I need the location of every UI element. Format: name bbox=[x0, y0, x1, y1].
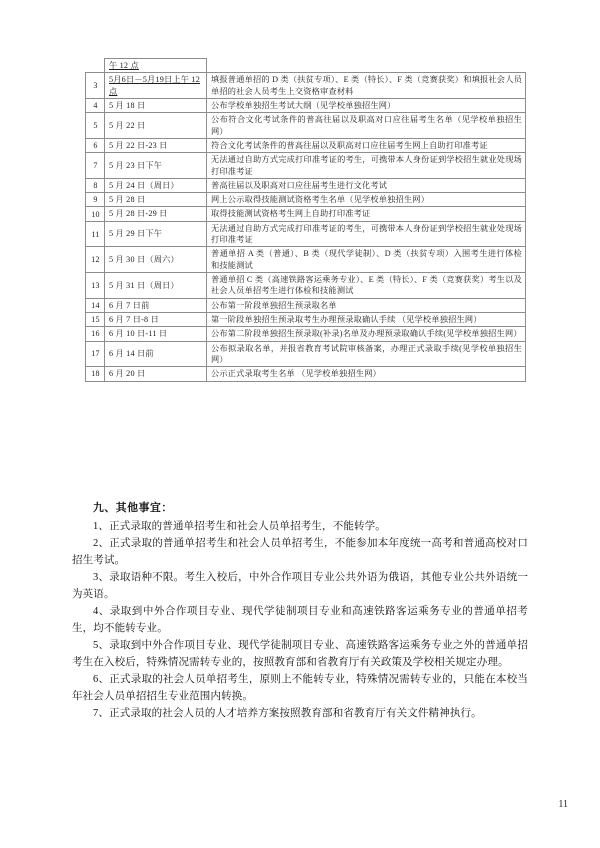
row-date-cell bbox=[105, 73, 207, 99]
table-row bbox=[86, 73, 526, 99]
row-date-cell: 5 月 24 日（周日） bbox=[105, 178, 207, 192]
row-date-cell: 5 月 22 日 bbox=[105, 113, 207, 139]
section-paragraph: 1、正式录取的普通单招考生和社会人员单招考生，不能转学。 bbox=[93, 521, 386, 533]
schedule-table-body bbox=[86, 59, 526, 382]
row-number-cell: 4 bbox=[86, 98, 105, 112]
row-date-cell: 6 月 14 日前 bbox=[105, 341, 207, 367]
other-matters-section bbox=[72, 500, 528, 722]
row-event-cell: 普通单招 C 类（高速铁路客运乘务专业）、E 类（特长）、F 类（竞赛获奖）考生以及社会人员单招考生进行体检和技能测试 bbox=[207, 273, 526, 299]
table-row bbox=[86, 178, 526, 192]
row-number-cell: 10 bbox=[86, 207, 105, 221]
row-event-cell: 公布学校单独招生考试大纲（见学校单独招生网） bbox=[207, 98, 526, 112]
row-number-cell: 6 bbox=[86, 138, 105, 152]
row-event-cell: 普高往届以及职高对口应往届考生进行文化考试 bbox=[207, 178, 526, 192]
table-row bbox=[86, 273, 526, 299]
row-event-cell: 公布符合文化考试条件的普高往届以及职高对口应往届考生名单（见学校单独招生网） bbox=[207, 113, 526, 139]
row-number-cell: 17 bbox=[86, 341, 105, 367]
row-date-cell: 5 月 29 日下午 bbox=[105, 221, 207, 247]
row-date-cell: 6 月 7 日-8 日 bbox=[105, 312, 207, 326]
row-event-cell: 无法通过自助方式完成打印准考证的考生，可携带本人身份证到学校招生就业处现场打印准考证 bbox=[207, 153, 526, 179]
row-number-cell: 7 bbox=[86, 153, 105, 179]
row-event-cell: 公示正式录取考生名单 （见学校单独招生网） bbox=[207, 367, 526, 381]
row-number-cell: 15 bbox=[86, 312, 105, 326]
table-row bbox=[86, 113, 526, 139]
row-date-text: 午 12 点 bbox=[109, 61, 139, 70]
table-row bbox=[86, 298, 526, 312]
row-date-cell: 5 月 22 日-23 日 bbox=[105, 138, 207, 152]
section-paragraph: 4、录取到中外合作项目专业、现代学徒制项目专业和高速铁路客运乘务专业的普通单招考生，均不能转专业。 bbox=[72, 606, 528, 635]
section-paragraph: 6、正式录取的社会人员单招考生，原则上不能转专业，特殊情况需转专业的，只能在本校当年社会人员单招招生专业范围内转换。 bbox=[72, 674, 528, 703]
row-date-cell: 6 月 20 日 bbox=[105, 367, 207, 381]
row-date-cell: 5 月 31 日（周日） bbox=[105, 273, 207, 299]
table-row bbox=[86, 193, 526, 207]
table-row bbox=[86, 153, 526, 179]
row-date-cell: 5 月 28 日-29 日 bbox=[105, 207, 207, 221]
table-row bbox=[86, 341, 526, 367]
row-number-cell: 8 bbox=[86, 178, 105, 192]
row-event-cell: 公布第二阶段单独招生预录取(补录)名单及办理预录取确认手续(见学校单独招生网） bbox=[207, 327, 526, 341]
row-date-cell: 6 月 7 日前 bbox=[105, 298, 207, 312]
table-row bbox=[86, 207, 526, 221]
section-paragraph: 3、录取语种不限。考生入校后，中外合作项目专业公共外语为俄语，其他专业公共外语统一为英语。 bbox=[72, 572, 528, 601]
row-event-cell: 符合文化考试条件的普高往届以及职高对口应往届考生网上自助打印准考证 bbox=[207, 138, 526, 152]
row-number-cell: 16 bbox=[86, 327, 105, 341]
schedule-table bbox=[85, 58, 526, 382]
row-event-cell: 填报普通单招的 D 类（扶贫专项）、E 类（特长）、F 类（竞赛获奖）和填报社会人员单招的社会人员考生上交资格审查材料 bbox=[207, 73, 526, 99]
row-event-cell: 公布拟录取名单，并报省教育考试院审核备案，办理正式录取手续(见学校单独招生网） bbox=[207, 341, 526, 367]
row-number-cell: 18 bbox=[86, 367, 105, 381]
schedule-table-container bbox=[85, 58, 525, 382]
section-heading: 九、其他事宜： bbox=[93, 502, 173, 514]
section-paragraph: 5、录取到中外合作项目专业、现代学徒制项目专业、高速铁路客运乘务专业之外的普通单招考生在入校后，特殊情况需转专业的，按照教育部和省教育厅有关政策及学校相关规定办理。 bbox=[72, 640, 528, 669]
table-row bbox=[86, 138, 526, 152]
section-paragraph: 2、正式录取的普通单招考生和社会人员单招考生，不能参加本年度统一高考和普通高校对口招生考试。 bbox=[72, 538, 528, 567]
row-date-cell: 5 月 18 日 bbox=[105, 98, 207, 112]
row-date-cell: 6 月 10 日-11 日 bbox=[105, 327, 207, 341]
table-row bbox=[86, 59, 526, 73]
section-paragraph: 7、正式录取的社会人员的人才培养方案按照教育部和省教育厅有关文件精神执行。 bbox=[93, 708, 482, 720]
row-date-cell: 5 月 28 日 bbox=[105, 193, 207, 207]
row-number-cell bbox=[86, 59, 105, 73]
page-number: 11 bbox=[558, 799, 568, 810]
table-row bbox=[86, 247, 526, 273]
row-date-text: 5月6日－5月19日上午 12 点 bbox=[109, 75, 201, 96]
row-number-cell: 12 bbox=[86, 247, 105, 273]
table-row bbox=[86, 98, 526, 112]
row-event-cell: 普通单招 A 类（普通）、B 类（现代学徒制）、D 类（扶贫专项）入围考生进行体检和技能测试 bbox=[207, 247, 526, 273]
section-paragraph-list bbox=[72, 518, 528, 722]
table-row bbox=[86, 367, 526, 381]
row-event-cell: 取得技能测试资格考生网上自助打印准考证 bbox=[207, 207, 526, 221]
row-number-cell: 11 bbox=[86, 221, 105, 247]
row-date-cell bbox=[105, 59, 207, 73]
row-number-cell: 9 bbox=[86, 193, 105, 207]
row-event-cell: 无法通过自助方式完成打印准考证的考生，可携带本人身份证到学校招生就业处现场打印准考证 bbox=[207, 221, 526, 247]
row-number-cell: 3 bbox=[86, 73, 105, 99]
row-number-cell: 5 bbox=[86, 113, 105, 139]
row-number-cell: 14 bbox=[86, 298, 105, 312]
row-number-cell: 13 bbox=[86, 273, 105, 299]
row-date-cell: 5 月 23 日下午 bbox=[105, 153, 207, 179]
table-row bbox=[86, 327, 526, 341]
row-date-cell: 5 月 30 日（周六） bbox=[105, 247, 207, 273]
row-event-cell: 公布第一阶段单独招生预录取名单 bbox=[207, 298, 526, 312]
row-event-cell: 第一阶段单独招生预录取考生办理预录取确认手续 （见学校单独招生网） bbox=[207, 312, 526, 326]
row-event-cell bbox=[207, 59, 526, 73]
table-row bbox=[86, 312, 526, 326]
row-event-cell: 网上公示取得技能测试资格考生名单（见学校单独招生网） bbox=[207, 193, 526, 207]
table-row bbox=[86, 221, 526, 247]
